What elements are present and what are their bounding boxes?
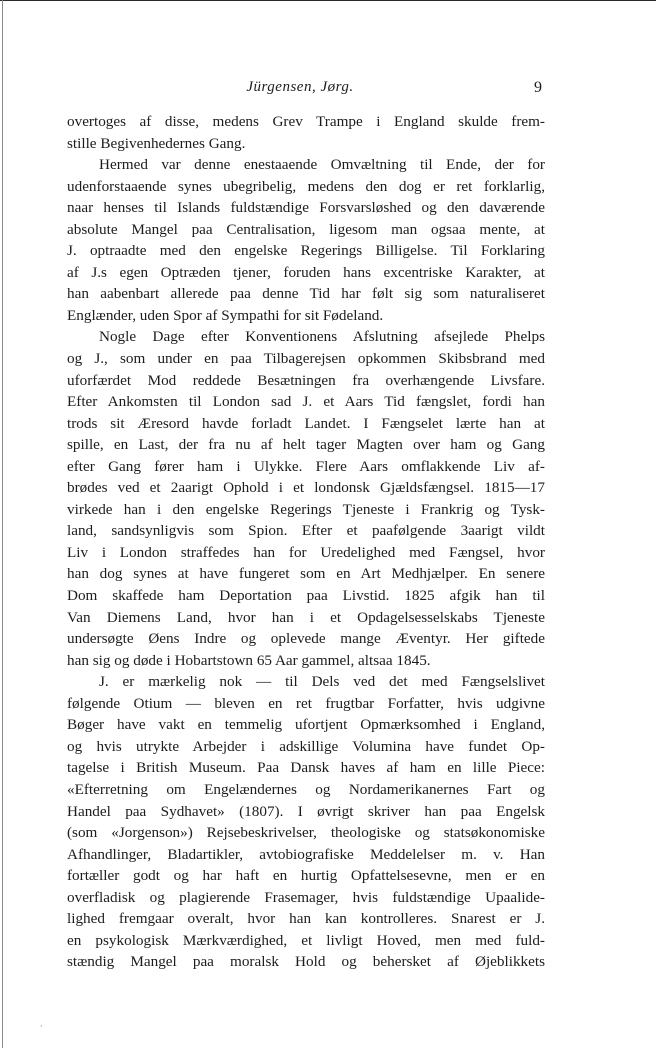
- text-line: land, sandsynligvis som Spion. Efter et paafølgende 3aarigt vildt: [67, 522, 545, 540]
- text-line: lighed fremgaar overalt, hvor han kan kontrolleres. Snarest er J.: [67, 910, 545, 928]
- text-line: naar henses til Islands fuldstændige Forsvarsløshed og den daværende: [67, 199, 545, 217]
- text-line: undersøgte Øens Indre og oplevede mange Æventyr. Her giftede: [67, 630, 545, 648]
- paragraph-first-line: Nogle Dage efter Konventionens Afslutning afsejlede Phelps: [99, 328, 545, 346]
- text-line: J. optraadte med den engelske Regerings Billigelse. Til Forklaring: [67, 242, 545, 260]
- paragraph-first-line: J. er mærkelig nok — til Dels ved det med Fængselslivet: [99, 673, 545, 691]
- text-line: følgende Otium — bleven en ret frugtbar Forfatter, hvis udgivne: [67, 694, 545, 712]
- text-line: han aabenbart allerede paa denne Tid har følt sig som naturaliseret: [67, 285, 545, 303]
- text-line: virkede han i den engelske Regerings Tjeneste i Frankrig og Tysk-: [67, 500, 545, 518]
- text-line: Englænder, uden Spor af Sympathi for sit Fødeland.: [67, 306, 384, 324]
- text-line: han dog synes at have fungeret som en Art Medhjælper. En senere: [67, 565, 545, 583]
- text-line: stændig Mangel paa moralsk Hold og behersket af Øjeblikkets: [67, 953, 545, 971]
- text-line: han sig og døde i Hobartstown 65 Aar gammel, altsaa 1845.: [67, 651, 431, 669]
- text-line: overfladisk og plagierende Frasemager, hvis fuldstændige Upaalide-: [67, 888, 545, 906]
- text-line: overtoges af disse, medens Grev Trampe i England skulde frem-: [67, 113, 545, 130]
- scan-speck: ·: [40, 1022, 43, 1031]
- text-line: spille, en Last, der fra nu af helt tager Magten over ham og Gang: [67, 436, 545, 454]
- text-line: en psykologisk Mærkværdighed, et livligt Hoved, men med fuld-: [67, 931, 545, 949]
- text-line: og J., som under en paa Tilbagerejsen opkommen Skibsbrand med: [67, 350, 545, 368]
- text-line: (som «Jorgenson») Rejsebeskrivelser, theologiske og statsøkonomiske: [67, 824, 545, 842]
- running-head: [0, 79, 656, 99]
- text-line: og hvis utrykte Arbejder i adskillige Volumina have fundet Op-: [67, 737, 545, 755]
- text-line: af J.s egen Optræden tjener, foruden hans excentriske Karakter, at: [67, 263, 545, 281]
- text-line: absolute Mangel paa Centralisation, ligesom man ogsaa mente, at: [67, 220, 545, 238]
- text-line: brødes ved et 2aarigt Ophold i et londonsk Gjældsfængsel. 1815—17: [67, 479, 545, 497]
- text-line: udenforstaaende synes ubegribelig, medens den dog er ret forklarlig,: [67, 177, 545, 195]
- text-line: fortæller godt og har haft en hurtig Opfattelsesevne, men er en: [67, 867, 545, 885]
- scan-edge-left: [2, 0, 3, 1048]
- paragraph-first-line: Hermed var denne enestaaende Omvæltning til Ende, der for: [99, 156, 545, 174]
- page-number: 9: [534, 79, 542, 96]
- text-line: Dom skaffede ham Deportation paa Livstid. 1825 afgik han til: [67, 587, 545, 605]
- text-line: efter Gang fører ham i Ulykke. Flere Aars omflakkende Liv af-: [67, 457, 545, 475]
- text-line: Afhandlinger, Bladartikler, avtobiografiske Meddelelser m. v. Han: [67, 845, 545, 863]
- text-line: uforfærdet Mod reddede Besætningen fra overhængende Livsfare.: [67, 371, 545, 389]
- scan-edge-top: [0, 0, 656, 1]
- text-line: Van Diemens Land, hvor han i et Opdagelsesselskabs Tjeneste: [67, 608, 545, 626]
- running-title: Jürgensen, Jørg.: [246, 79, 354, 95]
- text-line: Efter Ankomsten til London sad J. et Aars Tid fængslet, fordi han: [67, 393, 545, 411]
- body-text: [67, 111, 545, 973]
- text-line: Bøger have vakt en temmelig ufortjent Opmærksomhed i England,: [67, 716, 545, 734]
- text-line: Liv i London straffedes han for Uredelighed med Fængsel, hvor: [67, 543, 545, 561]
- text-line: Handel paa Sydhavet» (1807). I øvrigt skriver han paa Engelsk: [67, 802, 545, 820]
- text-line: trods sit Æresord havde forladt Landet. I Fængselet lærte han at: [67, 414, 545, 432]
- text-line: tagelse i British Museum. Paa Dansk haves af ham en lille Piece:: [67, 759, 545, 777]
- text-line: stille Begivenhedernes Gang.: [67, 134, 246, 152]
- text-line: «Efterretning om Engelændernes og Nordamerikanernes Fart og: [67, 780, 545, 798]
